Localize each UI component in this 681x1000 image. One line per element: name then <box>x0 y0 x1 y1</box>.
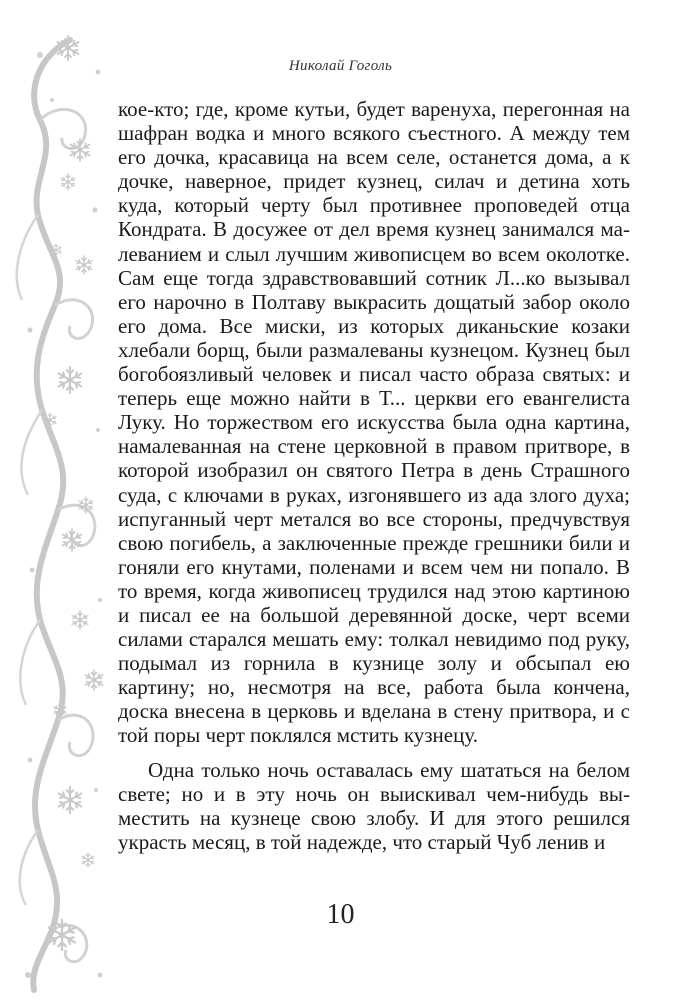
page-number: 10 <box>326 899 355 930</box>
paragraph: Одна только ночь оставалась ему шататься на белом свете; но и в эту ночь он выискивал чем-нибудь выместить на кузнеце свою злобу. И для этого решился украсть месяц, в той надежде, что старый Чуб ленив и <box>118 757 630 854</box>
paragraph: кое-кто; где, кроме кутьи, будет варенуха, перегонная на шафран водка и много всякого съестного. А между тем его дочка, красавица на всем селе, останется дома, а к дочке, наверное, придет кузнец, силач и детина хоть куда, который черту был противнее проповедей отца Кондрата. В досужее от дел время кузнец занимался малеванием и слыл лучшим живописцем во всем околотке. Сам еще тогда здравствовавший сотник Л...ко вызывал его нарочно в Полтаву выкрасить дощатый забор около его дома. Все миски, из которых диканьские козаки хлебали борщ, были размалеваны кузнецом. Кузнец был богобоязливый человек и писал часто образа святых: и теперь еще можно найти в Т... церкви его евангелиста Луку. Но торжеством его искусства была одна картина, намалеванная на стене церковной в правом притворе, в которой изобразил он святого Петра в день Страшного суда, с ключами в руках, изгонявшего из ада злого духа; испуганный черт метался во все стороны, предчувствуя свою погибель, а заключенные прежде грешники били и гоняли его кнутами, поленами и всем чем ни попало. В то время, когда живописец трудился над этою картиною и писал ее на большой деревянной доске, черт всеми силами старался мешать ему: толкал невидимо под руку, подымал из горнила в кузнице золу и обсыпал ею картину; но, несмотря на все, работа была кончена, доска внесена в церковь и вделана в стену притвора, и с той поры черт поклялся мстить кузнецу. <box>118 97 630 748</box>
snowflake-swirl-border <box>0 0 115 1000</box>
page-body-text <box>118 97 630 854</box>
running-header-author: Николай Гоголь <box>288 58 393 74</box>
